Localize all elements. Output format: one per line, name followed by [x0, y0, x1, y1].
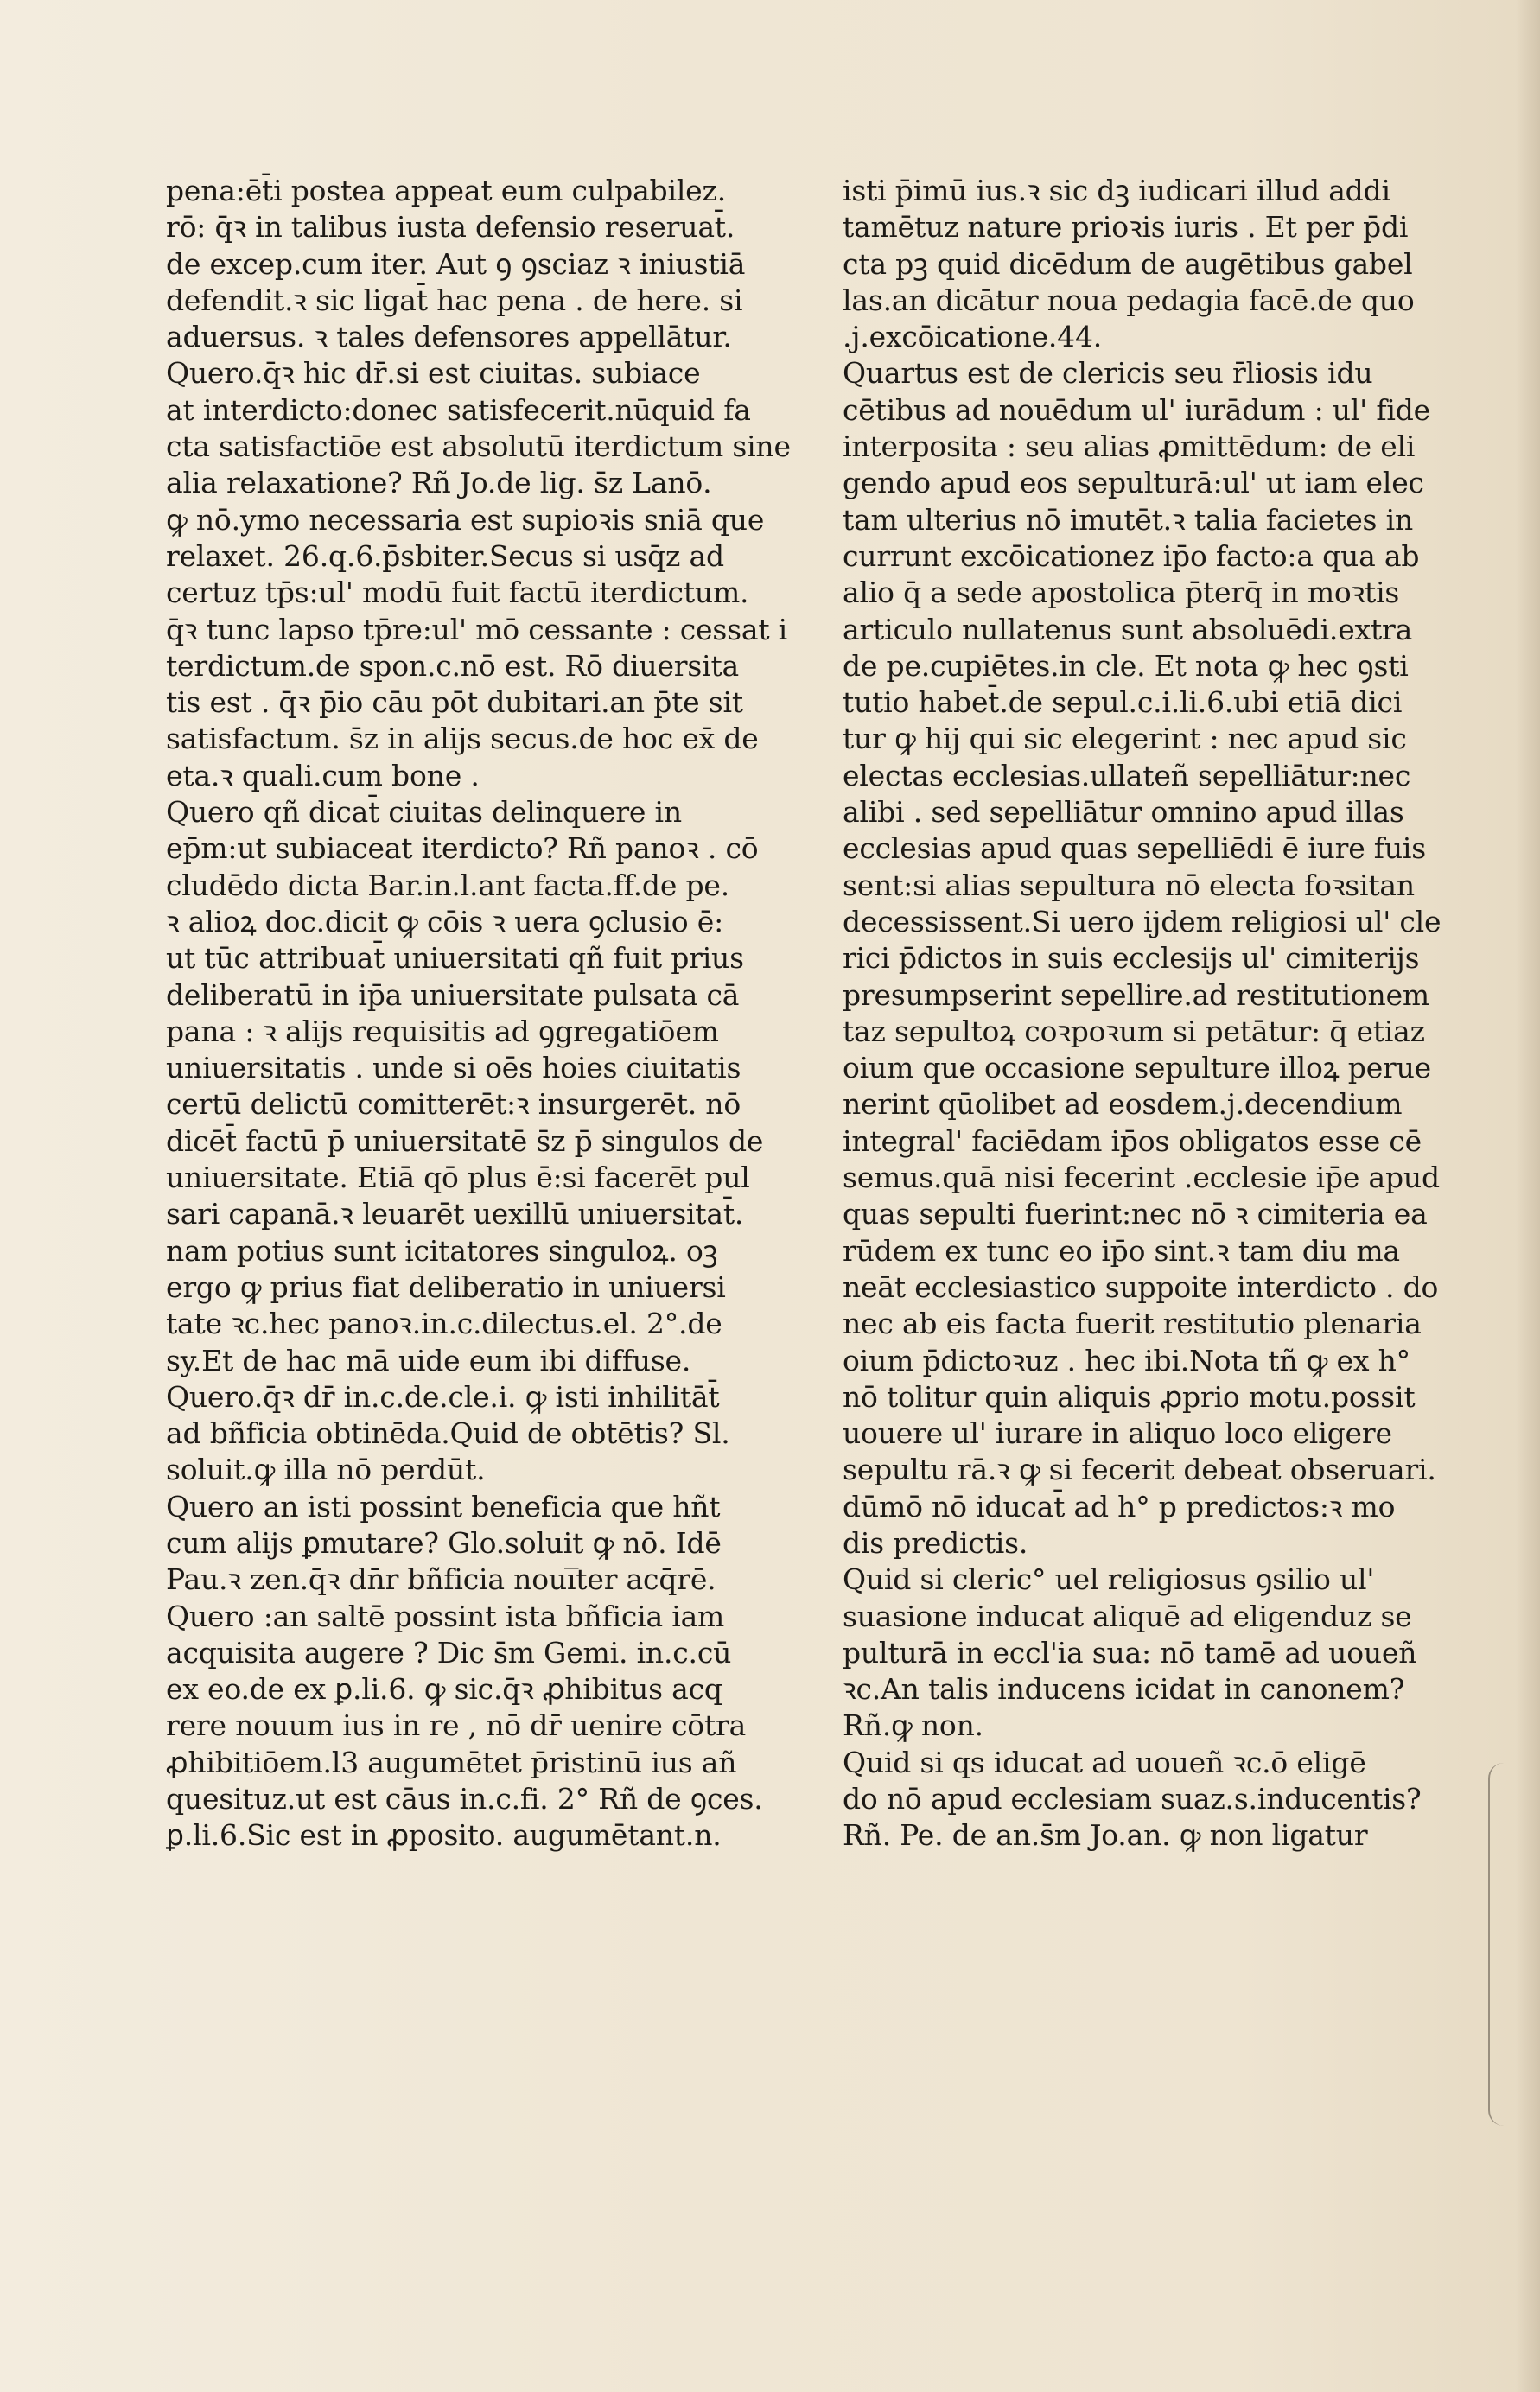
text-line: sy.Et de hac mā uide eum ibi diffuse.: [166, 1343, 691, 1377]
text-line: deliberatū in ip̄a uniuersitate pulsata cā: [166, 977, 740, 1012]
text-line: currunt excōicationez ip̄o facto:a qua ab: [843, 538, 1420, 573]
text-line: sent:si alias sepultura nō electa foꝛsitan: [843, 868, 1415, 902]
text-line: las.an dicātur noua pedagia facē.de quo: [843, 283, 1415, 317]
text-line: dūmō nō iducat̄ ad h° p predictos:ꝛ mo: [843, 1489, 1396, 1524]
text-line: decessissent.Si uero ijdem religiosi ul' cle: [843, 904, 1441, 938]
text-line: soluit.ꝙ illa nō perdūt.: [166, 1453, 486, 1487]
text-line: rō: q̄ꝛ in talibus iusta defensio reseruat̄.: [166, 210, 735, 245]
text-line: pulturā in eccl'ia sua: nō tamē ad uoueñ: [843, 1635, 1417, 1670]
text-line: uouere ul' iurare in aliquo loco eligere: [843, 1416, 1392, 1451]
text-line: ex eo.de ex ꝑ.li.6. ꝙ sic.q̄ꝛ ꝓhibitus acq: [166, 1672, 722, 1707]
text-line: dicēt̄ factū p̄ uniuersitatē s̄z p̄ singulos de: [166, 1123, 764, 1158]
text-line: eta.ꝛ quali.cum bone .: [166, 758, 480, 792]
text-line: defendit.ꝛ sic ligat̄ hac pena . de here. si: [166, 283, 743, 317]
text-line: ad bñficia obtinēda.Quid de obtētis? Sl.: [166, 1416, 730, 1451]
text-line: acquisita augere ? Dic s̄m Gemi. in.c.cū: [166, 1635, 732, 1670]
text-line: interposita : seu alias ꝓmittēdum: de eli: [843, 429, 1416, 464]
text-line: ꝛ alioꝝ doc.dicit ꝙ cōis ꝛ uera ꝯclusio ē:: [166, 904, 723, 938]
text-line: rūdem ex tunc eo ip̄o sint.ꝛ tam diu ma: [843, 1233, 1400, 1268]
text-line: Rñ.ꝙ non.: [843, 1708, 983, 1743]
text-line: ꝙ nō.ymo necessaria est supioꝛis sniā que: [166, 502, 765, 537]
text-line: alio q̄ a sede apostolica p̄terq̄ in moꝛtis: [843, 576, 1400, 610]
text-line: oium que occasione sepulture illoꝝ perue: [843, 1051, 1431, 1085]
text-line: cludēdo dicta Bar.in.l.ant facta.ff.de pe.: [166, 868, 730, 902]
text-line: gendo apud eos sepulturā:ul' ut iam elec: [843, 466, 1424, 500]
text-line: certuz tp̄s:ul' modū fuit factū iterdictum.: [166, 576, 749, 610]
text-line: relaxet. 26.q.6.p̄sbiter.Secus si usq̄z ad: [166, 538, 724, 573]
text-line: isti p̄imū ius.ꝛ sic dꝫ iudicari illud addi: [843, 174, 1390, 207]
text-line: pena:ēt̄i postea appeat eum culpabilez.: [166, 174, 726, 207]
text-line: sepultu rā.ꝛ ꝙ si fecerit debeat obseruari.: [843, 1453, 1436, 1487]
text-line: quesituz.ut est cāus in.c.fi. 2° Rñ de ꝯces.: [166, 1782, 763, 1816]
text-line: Quero :an saltē possint ista bñficia iam: [166, 1599, 725, 1633]
text-line: de pe.cupiētes.in cle. Et nota ꝙ hec ꝯsti: [843, 648, 1409, 683]
text-line: neāt ecclesiastico suppoite interdicto . do: [843, 1269, 1439, 1304]
text-line: nec ab eis facta fuerit restitutio plenaria: [843, 1307, 1422, 1341]
text-line: Quero.q̄ꝛ hic dr̄.si est ciuitas. subiace: [166, 356, 701, 391]
text-line: suasione inducat aliquē ad eligenduz se: [843, 1599, 1412, 1633]
text-line: uniuersitate. Etiā qō plus ē:si facerēt pul: [166, 1161, 750, 1195]
text-line: at interdicto:donec satisfecerit.nūquid fa: [166, 392, 751, 427]
text-line: Quero.q̄ꝛ dr̄ in.c.de.cle.i. ꝙ isti inhilitāt̄: [166, 1379, 720, 1414]
text-line: Quero qñ dicat̄ ciuitas delinquere in: [166, 795, 682, 830]
text-line: semus.quā nisi fecerint .ecclesie ip̄e apud: [843, 1161, 1440, 1195]
text-line: alia relaxatione? Rñ Jo.de lig. s̄z Lanō.: [166, 466, 712, 500]
text-line: terdictum.de spon.c.nō est. Rō diuersita: [166, 648, 739, 683]
text-line: ecclesias apud quas sepelliēdi ē iure fuis: [843, 831, 1426, 866]
text-line: tur ꝙ hij qui sic elegerint : nec apud sic: [843, 722, 1407, 756]
text-line: ꝓhibitiōem.l3 augumētet p̄ristinū ius añ: [166, 1745, 737, 1779]
text-line: tis est . q̄ꝛ p̄io cāu pōt dubitari.an p̄te sit: [166, 685, 743, 720]
text-line: cum alijs ꝑmutare? Glo.soluit ꝙ nō. Idē: [166, 1525, 722, 1560]
text-line: Quero an isti possint beneficia que hñt: [166, 1489, 721, 1524]
text-line: q̄ꝛ tunc lapso tp̄re:ul' mō cessante : cessat i: [166, 612, 788, 646]
text-line: Pau.ꝛ zen.q̄ꝛ dn̄r bñficia noui̅ter acq̄rē.: [166, 1562, 716, 1597]
text-line: taz sepultoꝝ coꝛpoꝛum si petātur: q̄ etiaz: [843, 1014, 1425, 1048]
text-line: ꝛc.An talis inducens icidat in canonem?: [843, 1672, 1405, 1707]
text-line: rici p̄dictos in suis ecclesijs ul' cimiterijs: [843, 941, 1420, 976]
text-line: oium p̄dictoꝛuz . hec ibi.Nota tñ ꝙ ex h°: [843, 1343, 1410, 1377]
text-line: pana : ꝛ alijs requisitis ad ꝯgregatiōem: [166, 1014, 719, 1048]
text-line: .j.excōicatione.44.: [843, 320, 1103, 354]
text-line: Rñ. Pe. de an.s̄m Jo.an. ꝙ non ligatur: [843, 1818, 1368, 1853]
text-line: Quid si cleric° uel religiosus ꝯsilio ul': [843, 1562, 1375, 1597]
text-line: de excep.cum iter. Aut ꝯ ꝯsciaz ꝛ iniustiā: [166, 246, 746, 281]
text-line: electas ecclesias.ullateñ sepelliātur:nec: [843, 758, 1411, 792]
right-text-column: [843, 173, 1486, 1854]
text-line: presumpserint sepellire.ad restitutionem: [843, 977, 1430, 1012]
text-line: quas sepulti fuerint:nec nō ꝛ cimiteria ea: [843, 1197, 1428, 1231]
text-line: nam potius sunt icitatores singuloꝝ. oꝫ: [166, 1233, 718, 1268]
text-line: cta satisfactiōe est absolutū iterdictum sine: [166, 429, 791, 464]
text-line: aduersus. ꝛ tales defensores appellātur.: [166, 320, 732, 354]
text-line: nerint qūolibet ad eosdem.j.decendium: [843, 1087, 1403, 1122]
text-line: tutio habet̄.de sepul.c.i.li.6.ubi etiā dici: [843, 685, 1403, 720]
text-line: nō tolitur quin aliquis ꝓprio motu.possit: [843, 1379, 1416, 1414]
text-line: integral' faciēdam ip̄os obligatos esse cē: [843, 1123, 1422, 1158]
text-line: tate ꝛc.hec panoꝛ.in.c.dilectus.el. 2°.de: [166, 1307, 722, 1341]
text-line: articulo nullatenus sunt absoluēdi.extra: [843, 612, 1413, 646]
left-text-column: [166, 173, 805, 1854]
text-line: ep̄m:ut subiaceat iterdicto? Rñ panoꝛ . cō: [166, 831, 759, 866]
text-line: tamētuz nature prioꝛis iuris . Et per p̄di: [843, 210, 1409, 245]
text-line: cta pꝫ quid dicēdum de augētibus gabel: [843, 246, 1413, 281]
text-line: dis predictis.: [843, 1525, 1028, 1560]
text-line: tam ulterius nō imutēt.ꝛ talia facietes in: [843, 502, 1413, 537]
text-line: ergo ꝙ prius fiat deliberatio in uniuersi: [166, 1269, 726, 1304]
text-line: satisfactum. s̄z in alijs secus.de hoc ex̄ de: [166, 722, 759, 756]
text-line: certū delictū comitterēt:ꝛ insurgerēt. nō: [166, 1087, 741, 1122]
text-line: alibi . sed sepelliātur omnino apud illas: [843, 795, 1404, 830]
margin-bracket: [1488, 1763, 1533, 2126]
text-line: uniuersitatis . unde si oēs hoies ciuitatis: [166, 1051, 741, 1085]
text-line: cētibus ad nouēdum ul' iurādum : ul' fide: [843, 392, 1430, 427]
text-line: ut tūc attribuat̄ uniuersitati qñ fuit prius: [166, 941, 744, 976]
text-line: do nō apud ecclesiam suaz.s.inducentis?: [843, 1782, 1422, 1816]
text-line: ꝑ.li.6.Sic est in ꝓposito. augumētant.n.: [166, 1818, 722, 1853]
text-line: rere nouum ius in re , nō dr̄ uenire cōtra: [166, 1708, 747, 1743]
text-line: sari capanā.ꝛ leuarēt uexillū uniuersitat̄.: [166, 1197, 744, 1231]
text-line: Quid si qs iducat ad uoueñ ꝛc.ō eligē: [843, 1745, 1366, 1779]
text-line: Quartus est de clericis seu r̄liosis idu: [843, 356, 1373, 391]
